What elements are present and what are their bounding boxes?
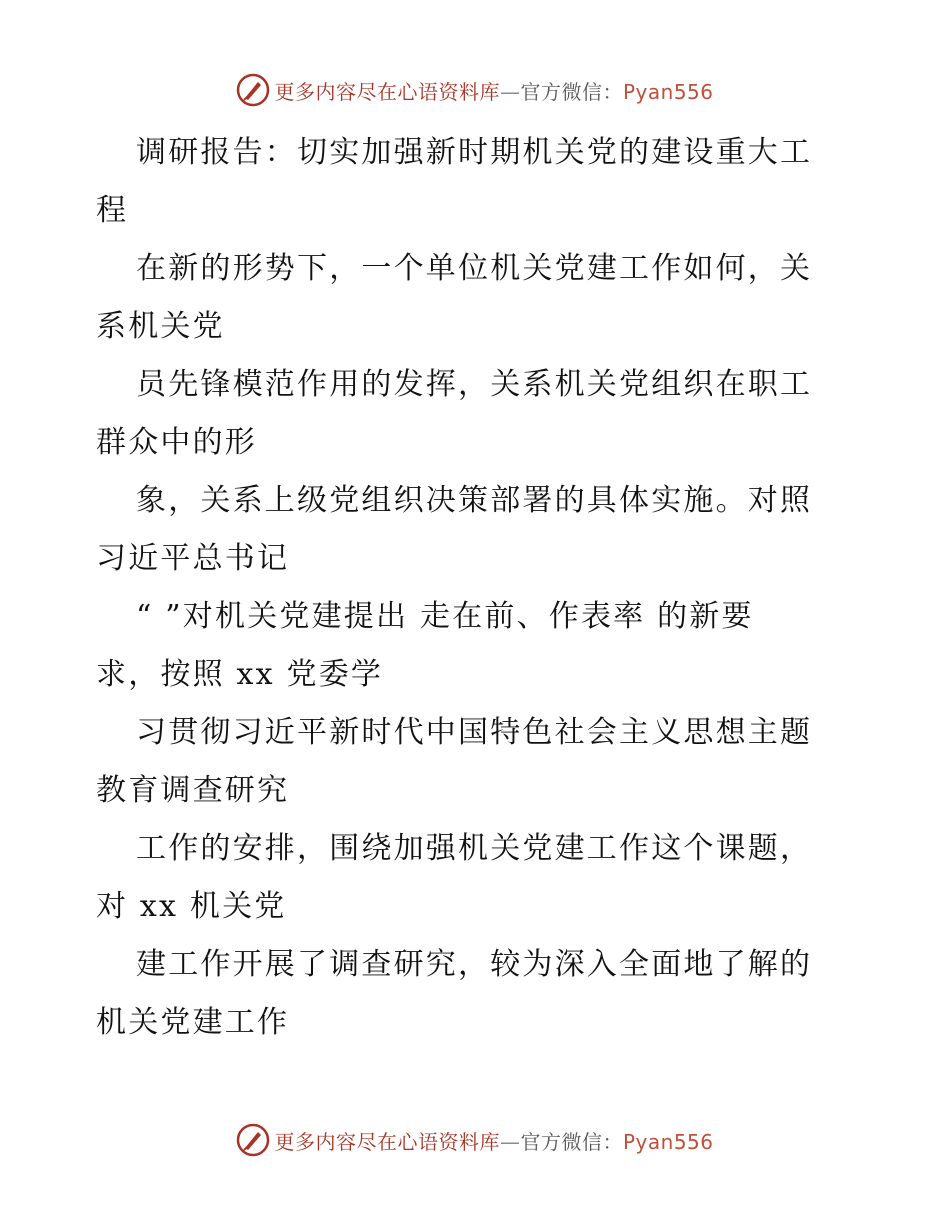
paragraph (96, 936, 856, 1052)
document-body (96, 124, 856, 1052)
paragraph-line: 群众中的形 (96, 425, 257, 460)
watermark-id: Pyan556 (622, 1129, 714, 1154)
paragraph-line: 机关党建工作 (96, 1005, 290, 1040)
watermark-text (274, 1126, 713, 1155)
paragraph (96, 240, 856, 356)
paragraph-line: 系机关党 (96, 309, 225, 344)
paragraph-line: “ ”对机关党建提出 走在前、作表率 的新要 (136, 599, 754, 634)
paragraph-line: 调研报告：切实加强新时期机关党的建设重大工 (136, 135, 813, 170)
paragraph (96, 356, 856, 472)
watermark-label: 官方微信： (520, 1129, 623, 1154)
paragraph-line: 求，按照 xx 党委学 (96, 657, 384, 692)
watermark-label: 官方微信： (520, 79, 623, 104)
paragraph-line: 习贯彻习近平新时代中国特色社会主义思想主题 (136, 715, 813, 750)
header-watermark (0, 70, 950, 110)
watermark-id: Pyan556 (622, 79, 714, 104)
watermark-text (274, 76, 713, 105)
paragraph-line: 教育调查研究 (96, 773, 290, 808)
paragraph-line: 程 (96, 193, 129, 228)
watermark-site: 更多内容尽在心语资料库 (274, 1129, 500, 1154)
paragraph-line: 员先锋模范作用的发挥，关系机关党组织在职工 (136, 367, 813, 402)
watermark-dash: — (499, 79, 521, 104)
quill-logo-icon (236, 1123, 270, 1157)
watermark-site: 更多内容尽在心语资料库 (274, 79, 500, 104)
paragraph (96, 472, 856, 588)
paragraph-line: 建工作开展了调查研究，较为深入全面地了解的 (136, 947, 813, 982)
paragraph (96, 704, 856, 820)
paragraph-title (96, 124, 856, 240)
paragraph (96, 820, 856, 936)
watermark-dash: — (499, 1129, 521, 1154)
paragraph-line: 习近平总书记 (96, 541, 290, 576)
paragraph-line: 在新的形势下，一个单位机关党建工作如何，关 (136, 251, 813, 286)
paragraph (96, 588, 856, 704)
footer-watermark (0, 1120, 950, 1160)
paragraph-line: 象，关系上级党组织决策部署的具体实施。对照 (136, 483, 813, 518)
quill-logo-icon (236, 73, 270, 107)
paragraph-line: 对 xx 机关党 (96, 889, 287, 924)
paragraph-line: 工作的安排，围绕加强机关党建工作这个课题， (136, 831, 813, 866)
